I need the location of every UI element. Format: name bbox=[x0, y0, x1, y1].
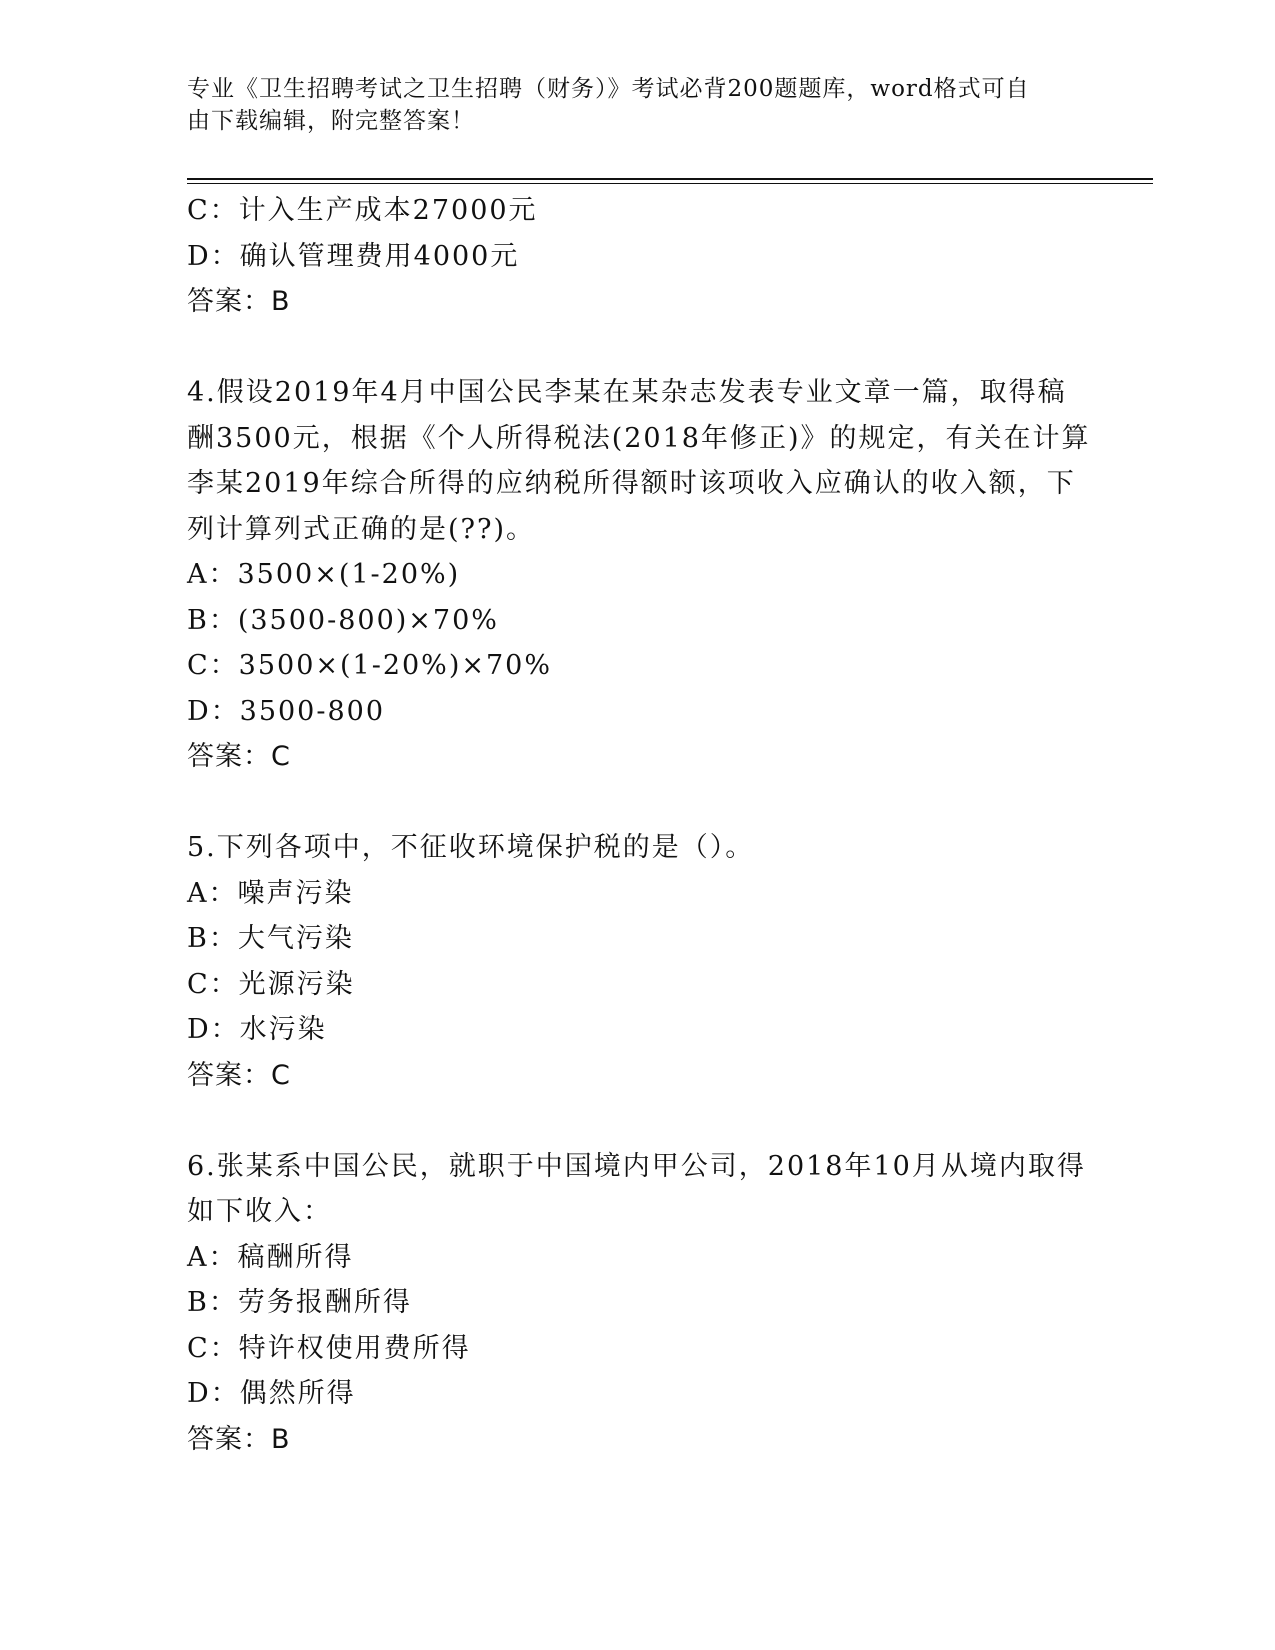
option-b: B：劳务报酬所得 bbox=[187, 1287, 412, 1318]
option-d: D：确认管理费用4000元 bbox=[187, 240, 520, 272]
option-b: B：大气污染 bbox=[187, 923, 354, 954]
question-6-block bbox=[187, 1144, 1087, 1463]
header-line-2: 由下载编辑，附完整答案！ bbox=[187, 108, 475, 134]
spacer bbox=[187, 325, 1087, 371]
header-divider-thin bbox=[187, 183, 1153, 184]
answer-line: 答案：C bbox=[187, 741, 291, 772]
prev-question-block bbox=[187, 188, 1087, 325]
spacer bbox=[187, 780, 1087, 826]
option-b: B：(3500-800)×70% bbox=[187, 604, 499, 636]
header-line-1: 专业《卫生招聘考试之卫生招聘（财务）》考试必背200题题库，word格式可自 bbox=[187, 76, 1030, 102]
answer-line: 答案：B bbox=[187, 286, 291, 317]
question-stem-line: 如下收入： bbox=[187, 1196, 332, 1227]
question-stem-line: 酬3500元，根据《个人所得税法(2018年修正)》的规定，有关在计算 bbox=[187, 422, 1091, 454]
option-d: D：水污染 bbox=[187, 1014, 327, 1045]
question-stem-line: 5.下列各项中，不征收环境保护税的是（）。 bbox=[187, 832, 755, 863]
option-c: C：3500×(1-20%)×70% bbox=[187, 650, 553, 681]
question-4-block bbox=[187, 370, 1091, 780]
spacer bbox=[187, 1098, 1087, 1144]
header-divider-thick bbox=[187, 178, 1153, 180]
option-c: C：光源污染 bbox=[187, 968, 355, 1000]
option-d: D：3500-800 bbox=[187, 695, 386, 727]
question-stem-line: 李某2019年综合所得的应纳税所得额时该项收入应确认的收入额，下 bbox=[187, 468, 1076, 499]
answer-line: 答案：B bbox=[187, 1423, 291, 1455]
question-5-block bbox=[187, 825, 1087, 1098]
option-c: C：计入生产成本27000元 bbox=[187, 195, 538, 226]
option-d: D：偶然所得 bbox=[187, 1378, 356, 1409]
option-c: C：特许权使用费所得 bbox=[187, 1332, 471, 1364]
option-a: A：稿酬所得 bbox=[187, 1241, 354, 1273]
option-a: A：3500×(1-20%) bbox=[187, 559, 461, 590]
option-a: A：噪声污染 bbox=[187, 877, 354, 909]
document-header bbox=[187, 73, 1067, 137]
question-stem-line: 6.张某系中国公民，就职于中国境内甲公司，2018年10月从境内取得 bbox=[187, 1150, 1086, 1182]
answer-line: 答案：C bbox=[187, 1059, 291, 1091]
question-stem-line: 列计算列式正确的是(??)。 bbox=[187, 513, 536, 545]
question-stem-line: 4.假设2019年4月中国公民李某在某杂志发表专业文章一篇，取得稿 bbox=[187, 377, 1067, 408]
document-body bbox=[187, 188, 1091, 1462]
